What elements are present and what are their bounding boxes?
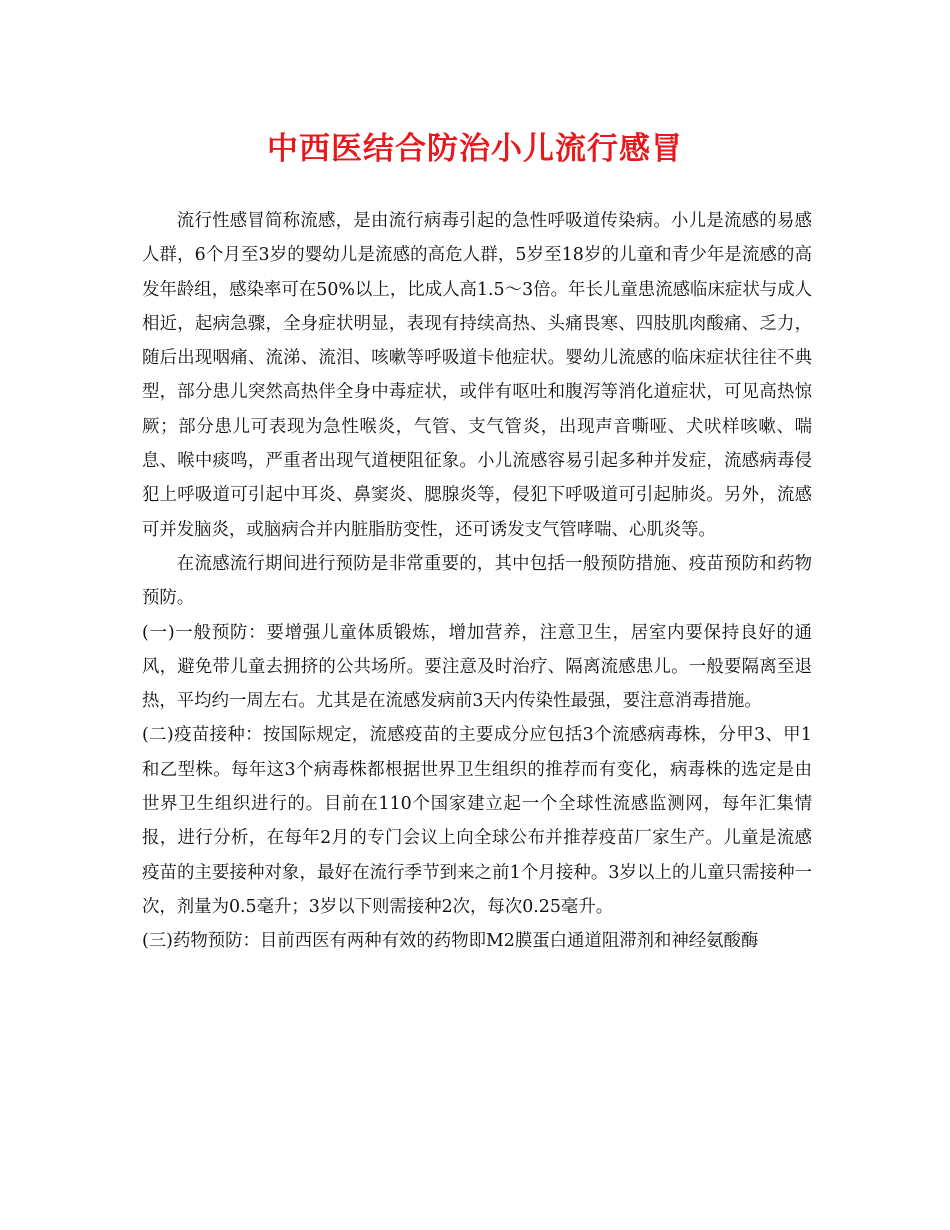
document-body: [142, 204, 812, 959]
paragraph-prevention-overview: 在流感流行期间进行预防是非常重要的，其中包括一般预防措施、疫苗预防和药物预防。: [142, 553, 812, 609]
paragraph-intro: 流行性感冒简称流感，是由流行病毒引起的急性呼吸道传染病。小儿是流感的易感人群，6个月至3岁的婴幼儿是流感的高危人群，5岁至18岁的儿童和青少年是流感的高发年龄组，感染率可在50%以上，比成人高1.5～3倍。年长儿童患流感临床症状与成人相近，起病急骤，全身症状明显，表现有持续高热、头痛畏寒、四肢肌肉酸痛、乏力，随后出现咽痛、流涕、流泪、咳嗽等呼吸道卡他症状。婴幼儿流感的临床症状往往不典型，部分患儿突然高热伴全身中毒症状，或伴有呕吐和腹泻等消化道症状，可见高热惊厥；部分患儿可表现为急性喉炎，气管、支气管炎，出现声音嘶哑、犬吠样咳嗽、喘息、喉中痰鸣，严重者出现气道梗阻征象。小儿流感容易引起多种并发症，流感病毒侵犯上呼吸道可引起中耳炎、鼻窦炎、腮腺炎等，侵犯下呼吸道可引起肺炎。另外，流感可并发脑炎，或脑病合并内脏脂肪变性，还可诱发支气管哮喘、心肌炎等。: [142, 211, 812, 540]
paragraph-drug-prevention: (三)药物预防：目前西医有两种有效的药物即M2膜蛋白通道阻滞剂和神经氨酸酶: [142, 931, 759, 952]
paragraph-vaccination: (二)疫苗接种：按国际规定，流感疫苗的主要成分应包括3个流感病毒株，分甲3、甲1和乙型株。每年这3个病毒株都根据世界卫生组织的推荐而有变化，病毒株的选定是由世界卫生组织进行的。目前在110个国家建立起一个全球性流感监测网，每年汇集情报，进行分析，在每年2月的专门会议上向全球公布并推荐疫苗厂家生产。儿童是流感疫苗的主要接种对象，最好在流行季节到来之前1个月接种。3岁以上的儿童只需接种一次，剂量为0.5毫升；3岁以下则需接种2次，每次0.25毫升。: [142, 725, 812, 917]
page-title: 中西医结合防治小儿流行感冒: [267, 131, 683, 167]
paragraph-general-prevention: (一)一般预防：要增强儿童体质锻炼，增加营养，注意卫生，居室内要保持良好的通风，避免带儿童去拥挤的公共场所。要注意及时治疗、隔离流感患儿。一般要隔离至退热，平均约一周左右。尤其是在流感发病前3天内传染性最强，要注意消毒措施。: [142, 622, 812, 712]
